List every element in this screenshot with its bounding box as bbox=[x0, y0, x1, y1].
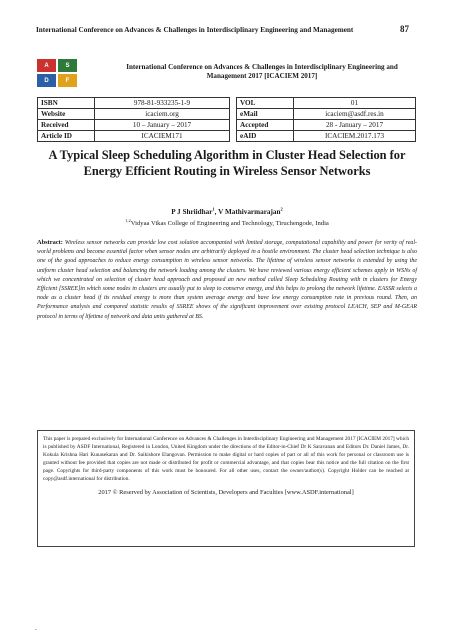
meta-row-vol bbox=[237, 98, 416, 109]
logo-letter-d: D bbox=[37, 74, 56, 87]
page-number: 87 bbox=[400, 24, 409, 34]
metadata-table-left bbox=[37, 97, 230, 142]
meta-row-isbn bbox=[38, 98, 230, 109]
meta-value: icaciem.org bbox=[95, 109, 230, 120]
author-name: P J Shriidhar bbox=[171, 208, 213, 216]
running-header: International Conference on Advances & Challenges in Interdisciplinary Engineering and Management bbox=[36, 26, 354, 34]
asdf-logo bbox=[37, 59, 77, 87]
affiliation-text: Vidyaa Vikas College of Engineering and Technology, Tiruchengode, India bbox=[130, 220, 329, 227]
meta-value: 978-81-933235-1-9 bbox=[95, 98, 230, 109]
meta-key: Website bbox=[38, 109, 95, 120]
abstract-label: Abstract: bbox=[37, 239, 63, 246]
meta-value: 10 – January – 2017 bbox=[95, 120, 230, 131]
copyright-notice-box bbox=[37, 430, 415, 547]
conference-name bbox=[106, 63, 418, 81]
affiliation bbox=[37, 217, 417, 227]
meta-row-accepted bbox=[237, 120, 416, 131]
meta-key: Received bbox=[38, 120, 95, 131]
footer-mark: . bbox=[35, 624, 37, 632]
meta-value: icaciem@asdf.res.in bbox=[294, 109, 416, 120]
author-superscript: 1 bbox=[212, 206, 215, 212]
meta-key: eAID bbox=[237, 131, 294, 142]
abstract bbox=[37, 238, 417, 322]
author-superscript: 2 bbox=[280, 206, 283, 212]
meta-row-email bbox=[237, 109, 416, 120]
meta-row-eaid bbox=[237, 131, 416, 142]
copyright-notice-text: This paper is prepared exclusively for International Conference on Advances & Challenges in Interdisciplinary Engineering and Management 2017 [ICACIEM 2017] which is published by ASDF International, Registered in London, United Kingdom under the directions of the Editor-in-Chief Dr K Saravanan and Editors Dr. Daniel James, Dr. Kokula Krishna Hari Kunasekaran and Dr. Saikishore Elangovan. Permission to make digital or hard copies of part or all of this work for personal or classroom use is granted without fee provided that copies are not made or distributed for profit or commercial advantage, and that copies bear this notice and the full citation on the first page. Copyrights for third-party components of this work must be honoured. For all other uses, contact the owner/author(s). Copyright Holder can be reached at copy@asdf.international for distribution. bbox=[43, 436, 409, 483]
abstract-text: Wireless sensor networks can provide low cost solution accompanied with limited storage, computational capability and power for verity of real-world problems and become essential factor when sensor nodes are arbitrarily deployed in a hostile environment. The cluster head selection technique is also one of the good approaches to reduce energy consumption in wireless sensor networks. The lifetime of wireless sensor networks is extended by using the uniform cluster head selection and balancing the network loading among the clusters. We have reviewed various energy efficient schemes apply in WSNs of which we concentrated on selection of cluster head approach and proposed an new method called Sleep Scheduling Routing with in clusters for Energy Efficient [SSREE]in which some nodes in clusters are usually put to sleep to conserve energy, and this helps to prolong the network lifetime. EASSR selects a node as a cluster head if its residual energy is more than system average energy and have low energy consumption rate in previous round. Then, an Performance analysis and compared statistic results of SSREE shows of the significant improvement over existing protocol LEACH, SEP and M-GEAR protocol in terms of lifetime of network and data units gathered at BS. bbox=[37, 240, 418, 320]
logo-letter-f: F bbox=[58, 74, 77, 87]
meta-row-article-id bbox=[38, 131, 230, 142]
conference-line-2: Management 2017 [ICACIEM 2017] bbox=[206, 72, 318, 81]
meta-value: 28 - January – 2017 bbox=[294, 120, 416, 131]
meta-key: Accepted bbox=[237, 120, 294, 131]
paper-title: A Typical Sleep Scheduling Algorithm in Cluster Head Selection for Energy Efficient Routing in Wireless Sensor Networks bbox=[48, 148, 406, 179]
meta-key: eMail bbox=[237, 109, 294, 120]
affiliation-superscript: 1,2 bbox=[125, 217, 131, 223]
author-line bbox=[37, 208, 417, 216]
author-name: V Mathivarmarajan bbox=[218, 208, 281, 216]
logo-letter-a: A bbox=[37, 59, 56, 72]
metadata-table-right bbox=[236, 97, 416, 142]
meta-key: ISBN bbox=[38, 98, 95, 109]
meta-value: 01 bbox=[294, 98, 416, 109]
copyright-line: 2017 © Reserved by Association of Scientists, Developers and Faculties [www.ASDF.international] bbox=[98, 488, 354, 496]
meta-row-received bbox=[38, 120, 230, 131]
meta-row-website bbox=[38, 109, 230, 120]
meta-key: VOL bbox=[237, 98, 294, 109]
conference-line-1: International Conference on Advances & Challenges in Interdisciplinary Engineering and bbox=[126, 63, 398, 71]
author-separator: , bbox=[214, 208, 219, 216]
meta-key: Article ID bbox=[38, 131, 95, 142]
logo-letter-s: S bbox=[58, 59, 77, 72]
meta-value: ICACIEM.2017.173 bbox=[294, 131, 416, 142]
meta-value: ICACIEM171 bbox=[95, 131, 230, 142]
